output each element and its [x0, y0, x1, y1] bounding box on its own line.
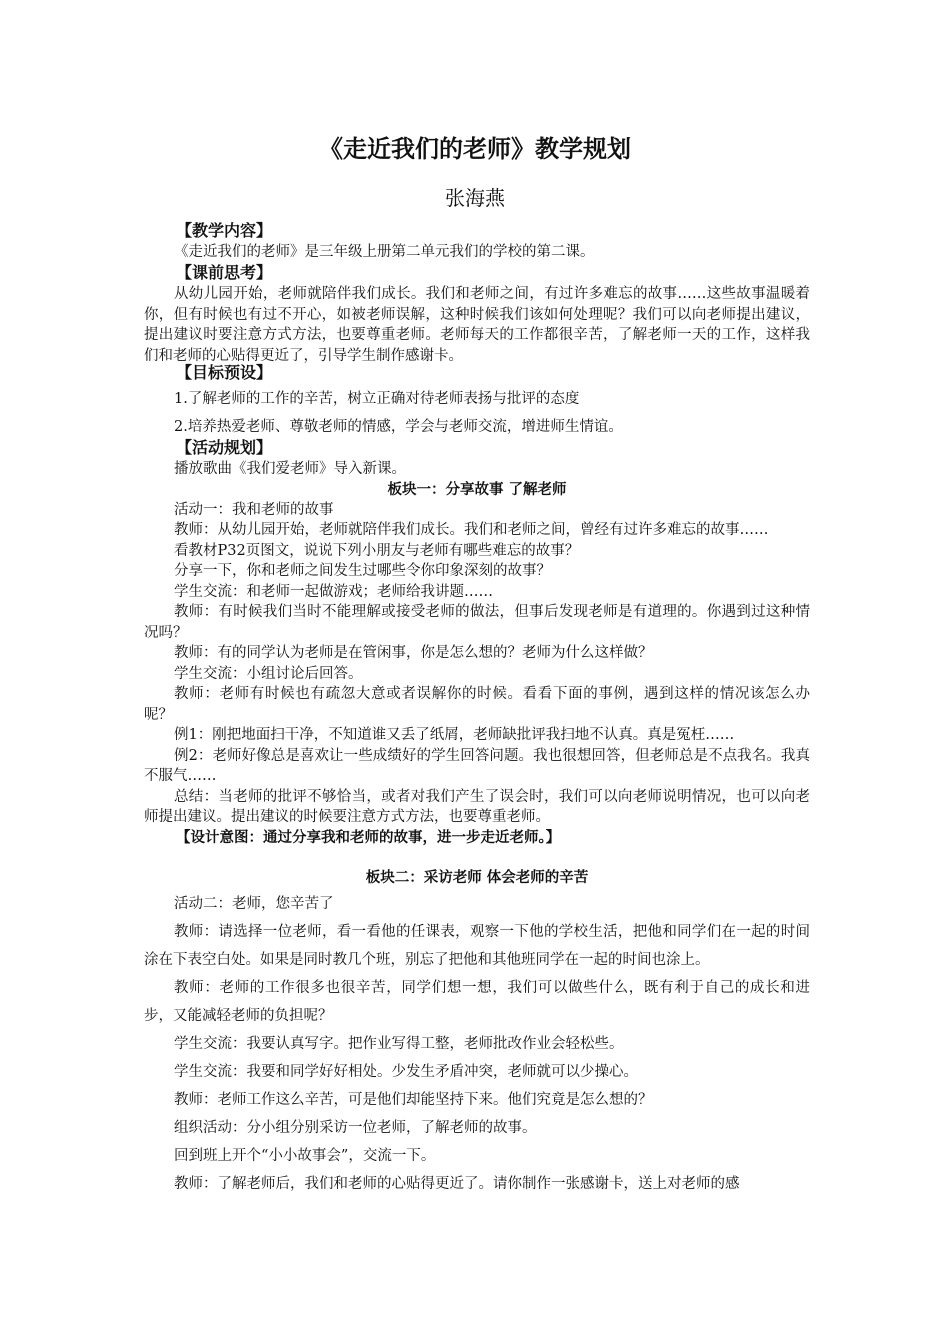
block-two-title: 板块二：采访老师 体会老师的辛苦	[365, 870, 589, 886]
paragraph: 教师：有时候我们当时不能理解或接受老师的做法，但事后发现老师是有道理的。你遇到过这种情况吗？	[144, 604, 810, 641]
paragraph: 《走近我们的老师》是三年级上册第二单元我们的学校的第二课。	[174, 244, 595, 260]
paragraph: 教师：了解老师后，我们和老师的心贴得更近了。请你制作一张感谢卡，送上对老师的感	[174, 1176, 740, 1192]
document-title: 《走近我们的老师》教学规划	[319, 135, 631, 163]
paragraph: 教师：老师有时候也有疏忽大意或者误解你的时候。看看下面的事例，遇到这样的情况该怎么办呢？	[144, 686, 810, 723]
section-heading: 【教学内容】	[176, 221, 273, 240]
section-activity-planning	[144, 437, 810, 848]
paragraph: 教师：老师的工作很多也很辛苦，同学们想一想，我们可以做些什么，既有利于自己的成长和进步，又能减轻老师的负担呢？	[144, 980, 810, 1024]
paragraph: 分享一下，你和老师之间发生过哪些令你印象深刻的故事？	[174, 563, 551, 579]
paragraph: 例1：刚把地面扫干净，不知道谁又丢了纸屑，老师缺批评我扫地不认真。真是冤枉……	[174, 727, 735, 743]
paragraph: 教师：有的同学认为老师是在管闲事，你是怎么想的？老师为什么这样做？	[174, 645, 653, 661]
author-name: 张海燕	[445, 186, 505, 210]
paragraph: 总结：当老师的批评不够恰当，或者对我们产生了误会时，我们可以向老师说明情况，也可以向老师提出建议。提出建议的时候要注意方式方法，也要尊重老师。	[144, 788, 810, 825]
paragraph: 例2：老师好像总是喜欢让一些成绩好的学生回答问题。我也很想回答，但老师总是不点我名。我真不服气……	[144, 747, 810, 784]
paragraph: 活动一：我和老师的故事	[174, 501, 334, 518]
paragraph: 学生交流：我要和同学好好相处。少发生矛盾冲突，老师就可以少操心。	[174, 1064, 638, 1080]
section-heading: 【活动规划】	[176, 438, 273, 457]
paragraph: 活动二：老师，您辛苦了	[174, 896, 334, 912]
paragraph: 教师：请选择一位老师，看一看他的任课表，观察一下他的学校生活，把他和同学们在一起的时间涂在下表空白处。如果是同时教几个班，别忘了把他和其他班同学在一起的时间也涂上。	[144, 924, 810, 968]
section-goals	[144, 362, 810, 437]
paragraph: 学生交流：和老师一起做游戏；老师给我讲题……	[174, 583, 493, 600]
section-preclass-thinking	[144, 262, 810, 366]
paragraph: 教师：从幼儿园开始，老师就陪伴我们成长。我们和老师之间，曾经有过许多难忘的故事……	[174, 522, 769, 538]
paragraph: 播放歌曲《我们爱老师》导入新课。	[174, 461, 406, 477]
design-intent: 【设计意图：通过分享我和老师的故事，进一步走近老师。】	[176, 829, 561, 846]
paragraph: 回到班上开个“小小故事会”，交流一下。	[174, 1148, 436, 1164]
paragraph: 看教材P32页图文，说说下列小朋友与老师有哪些难忘的故事？	[174, 542, 580, 559]
section-heading: 【课前思考】	[176, 263, 273, 282]
block-one-title: 板块一：分享故事 了解老师	[387, 481, 567, 498]
paragraph: 学生交流：小组讨论后回答。	[174, 665, 363, 682]
paragraph: 教师：老师工作这么辛苦，可是他们却能坚持下来。他们究竟是怎么想的？	[174, 1092, 653, 1108]
paragraph: 组织活动：分小组分别采访一位老师，了解老师的故事。	[174, 1120, 537, 1136]
paragraph: 学生交流：我要认真写字。把作业写得工整，老师批改作业会轻松些。	[174, 1036, 624, 1052]
goal-item: 1.了解老师的工作的辛苦，树立正确对待老师表扬与批评的态度	[174, 391, 580, 407]
section-heading: 【目标预设】	[176, 363, 273, 382]
goal-item: 2.培养热爱老师、尊敬老师的情感，学会与老师交流，增进师生情谊。	[174, 419, 623, 435]
block-two	[144, 868, 810, 1198]
section-teaching-content	[144, 220, 810, 263]
paragraph: 从幼儿园开始，老师就陪伴我们成长。我们和老师之间，有过许多难忘的故事……这些故事温暖着你，但有时候也有过不开心，如被老师误解，这种时候我们该如何处理呢？我们可以向老师提出建议，提出建议时要注意方式方法，也要尊重老师。老师每天的工作都很辛苦，了解老师一天的工作，这样我们和老师的心贴得更近了，引导学生制作感谢卡。	[144, 286, 810, 364]
